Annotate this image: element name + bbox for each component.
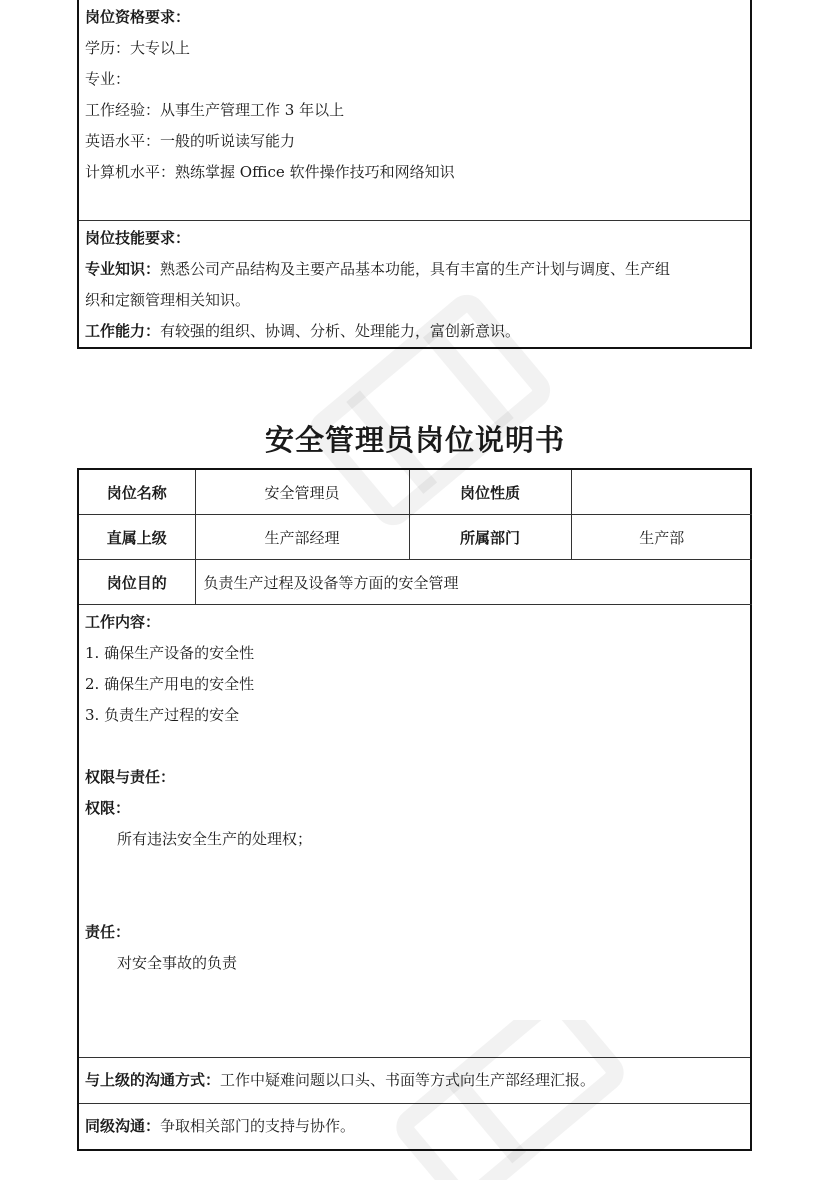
job-description-box [77, 468, 752, 1151]
qualifications-heading: 岗位资格要求： [85, 8, 191, 26]
knowledge-line-2: 织和定额管理相关知识。 [85, 291, 251, 309]
department-label: 所属部门 [409, 515, 571, 560]
spacer [85, 855, 744, 886]
upper-communication-text: 工作中疑难问题以口头、书面等方式向生产部经理汇报。 [220, 1071, 596, 1089]
peer-communication-line [85, 1111, 355, 1142]
supervisor-value: 生产部经理 [195, 515, 409, 560]
upper-communication-label: 与上级的沟通方式： [85, 1071, 221, 1089]
spacer [85, 731, 744, 762]
peer-communication-section [79, 1103, 750, 1149]
experience-line: 工作经验：从事生产管理工作 3 年以上 [85, 101, 345, 119]
ability-text: 有较强的组织、协调、分析、处理能力，富创新意识。 [160, 322, 521, 340]
spacer [85, 886, 744, 917]
list-item: 3. 负责生产过程的安全 [85, 706, 240, 724]
position-nature-value [571, 470, 752, 515]
position-name-label: 岗位名称 [79, 470, 195, 515]
position-name-value: 安全管理员 [195, 470, 409, 515]
purpose-label: 岗位目的 [79, 560, 195, 605]
qualification-box [77, 0, 752, 349]
rights-text: 所有违法安全生产的处理权； [117, 830, 313, 848]
rights-label: 权限： [85, 799, 131, 817]
english-line: 英语水平：一般的听说读写能力 [85, 132, 296, 150]
knowledge-label: 专业知识： [85, 260, 161, 278]
knowledge-text: 熟悉公司产品结构及主要产品基本功能，具有丰富的生产计划与调度、生产组 [160, 260, 671, 278]
table-row [79, 470, 752, 515]
authority-heading: 权限与责任： [85, 768, 176, 786]
list-item: 1. 确保生产设备的安全性 [85, 644, 255, 662]
upper-communication-line [85, 1065, 595, 1096]
list-item: 2. 确保生产用电的安全性 [85, 675, 255, 693]
duty-text: 对安全事故的负责 [117, 954, 238, 972]
skills-section [79, 220, 750, 347]
table-row [79, 560, 752, 605]
table-row [79, 515, 752, 560]
computer-line: 计算机水平：熟练掌握 Office 软件操作技巧和网络知识 [85, 163, 455, 181]
work-heading: 工作内容： [85, 613, 161, 631]
page-title: 安全管理员岗位说明书 [264, 423, 565, 457]
ability-line [85, 316, 744, 347]
skills-heading: 岗位技能要求： [85, 229, 191, 247]
info-table [79, 470, 752, 605]
supervisor-label: 直属上级 [79, 515, 195, 560]
upper-communication-section [79, 1057, 750, 1103]
ability-label: 工作能力： [85, 322, 161, 340]
duty-label: 责任： [85, 923, 131, 941]
position-nature-label: 岗位性质 [409, 470, 571, 515]
peer-communication-label: 同级沟通： [85, 1117, 161, 1135]
education-line: 学历：大专以上 [85, 39, 191, 57]
work-content-section [79, 605, 750, 1057]
major-line: 专业： [85, 70, 131, 88]
purpose-value: 负责生产过程及设备等方面的安全管理 [195, 560, 752, 605]
department-value: 生产部 [571, 515, 752, 560]
peer-communication-text: 争取相关部门的支持与协作。 [160, 1117, 356, 1135]
knowledge-line [85, 254, 744, 285]
qualifications-section [79, 0, 750, 220]
